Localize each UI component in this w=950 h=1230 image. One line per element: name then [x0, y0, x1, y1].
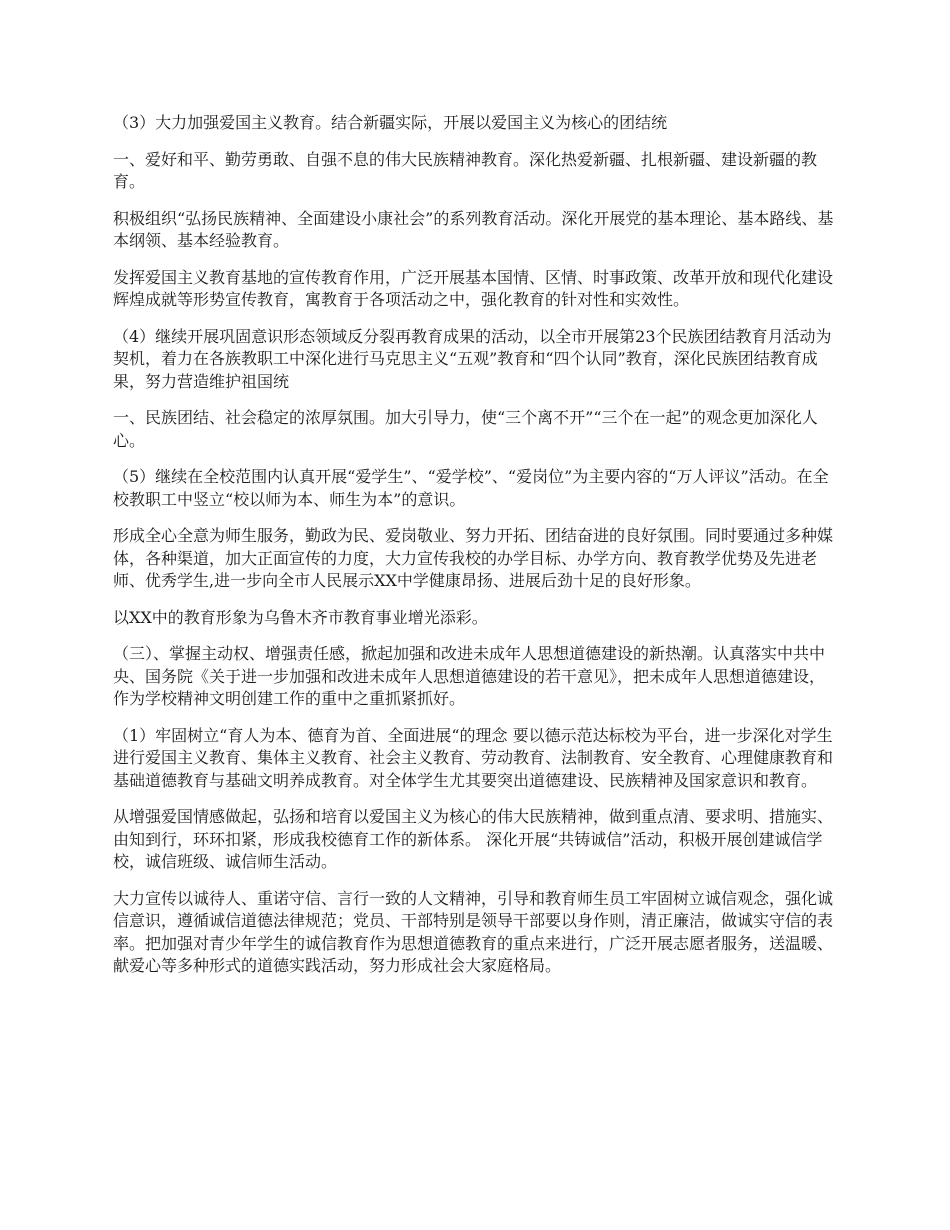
- paragraph-9: 以XX中的教育形象为乌鲁木齐市教育事业增光添彩。: [113, 607, 488, 627]
- paragraph-10: （三）、掌握主动权、增强责任感，掀起加强和改进未成年人思想道德建设的新热潮。认真落实中共中央、国务院《关于进一步加强和改进未成年人思想道德建设的若干意见》，把未成年人思想道德建设，作为学校精神文明创建工作的重中之重抓紧抓好。: [113, 644, 826, 708]
- paragraph-2: 一、爱好和平、勤劳勇敢、自强不息的伟大民族精神教育。深化热爱新疆、扎根新疆、建设新疆的教育。: [113, 149, 818, 191]
- paragraph-12: 从增强爱国情感做起，弘扬和培育以爱国主义为核心的伟大民族精神，做到重点清、要求明、措施实、由知到行，环环扣紧，形成我校德育工作的新体系。 深化开展“共铸诚信”活动，积极开展创建诚信学校，诚信班级、诚信师生活动。: [113, 807, 834, 871]
- paragraph-4: 发挥爱国主义教育基地的宣传教育作用，广泛开展基本国情、区情、时事政策、改革开放和现代化建设辉煌成就等形势宣传教育，寓教育于各项活动之中，强化教育的针对性和实效性。: [113, 267, 834, 309]
- paragraph-8: 形成全心全意为师生服务，勤政为民、爱岗敬业、努力开拓、团结奋进的良好氛围。同时要通过多种媒体，各种渠道，加大正面宣传的力度，大力宣传我校的办学目标、办学方向、教育教学优势及先进老师、优秀学生,进一步向全市人民展示XX中学健康昂扬、进展后劲十足的良好形象。: [113, 526, 834, 590]
- paragraph-3: 积极组织“弘扬民族精神、全面建设小康社会”的系列教育活动。深化开展党的基本理论、基本路线、基本纲领、基本经验教育。: [113, 208, 834, 250]
- paragraph-7: （5）继续在全校范围内认真开展“爱学生”、“爱学校”、“爱岗位”为主要内容的“万人评议”活动。在全校教职工中竖立“校以师为本、师生为本”的意识。: [113, 467, 829, 509]
- paragraph-6: 一、民族团结、社会稳定的浓厚氛围。加大引导力，使“三个离不开”“三个在一起”的观念更加深化人心。: [113, 408, 818, 450]
- document-body: [113, 112, 838, 992]
- paragraph-1: （3）大力加强爱国主义教育。结合新疆实际，开展以爱国主义为核心的团结统: [113, 113, 668, 132]
- paragraph-13: 大力宣传以诚待人、重诺守信、言行一致的人文精神，引导和教育师生员工牢固树立诚信观念，强化诚信意识，遵循诚信道德法律规范；党员、干部特别是领导干部要以身作则，清正廉洁，做诚实守信的表率。把加强对青少年学生的诚信教育作为思想道德教育的重点来进行，广泛开展志愿者服务，送温暖、献爱心等多种形式的道德实践活动，努力形成社会大家庭格局。: [113, 888, 834, 975]
- paragraph-5: （4）继续开展巩固意识形态领域反分裂再教育成果的活动，以全市开展第23个民族团结教育月活动为契机，着力在各族教职工中深化进行马克思主义“五观”教育和“四个认同”教育，深化民族团结教育成果，努力营造维护祖国统: [113, 326, 832, 391]
- paragraph-11: （1）牢固树立“育人为本、德育为首、全面进展“的理念 要以德示范达标校为平台，进一步深化对学生进行爱国主义教育、集体主义教育、社会主义教育、劳动教育、法制教育、安全教育、心理健康教育和基础道德教育与基础文明养成教育。对全体学生尤其要突出道德建设、民族精神及国家意识和教育。: [113, 725, 834, 790]
